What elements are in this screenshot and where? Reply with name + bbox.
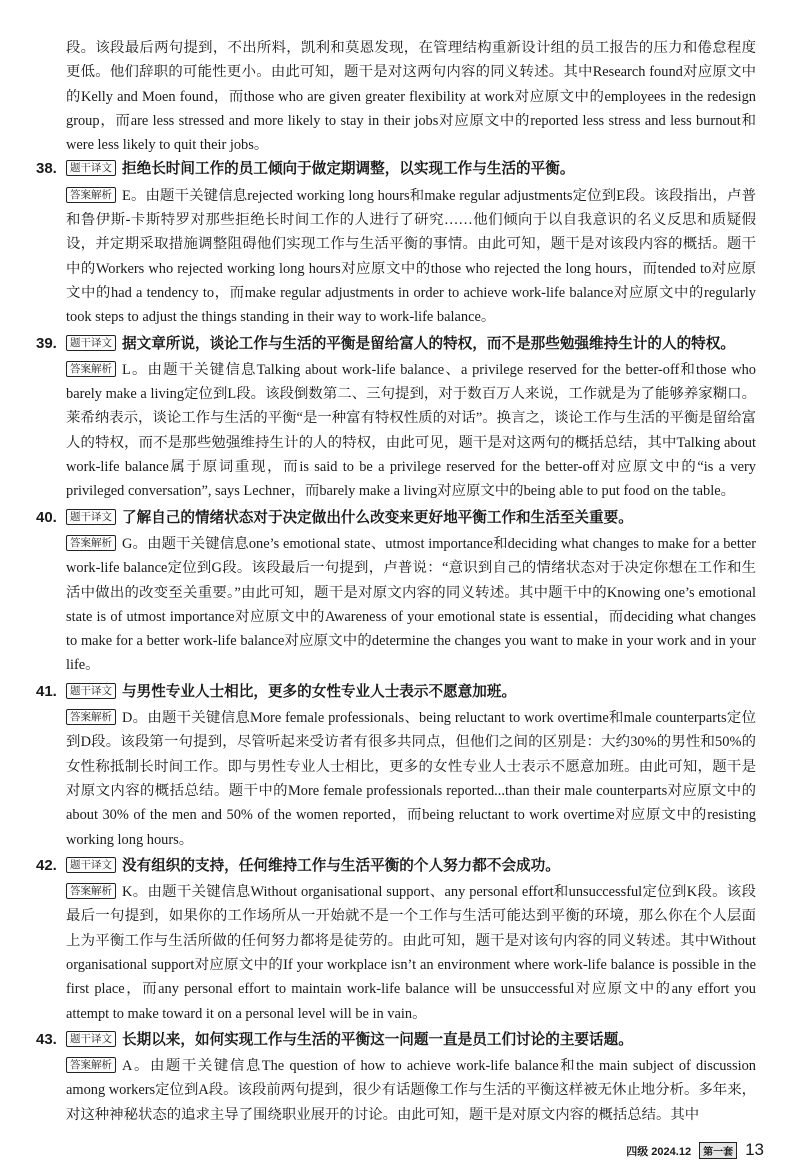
- analysis-text: L。由题干关键信息Talking about work-life balance、a privilege reserved for the better-off和those who barely make a living定位到L段。该段倒数第二、三句提到，对于数百万人来说，工作就是为了能够养家糊口。莱希纳表示，谈论工作与生活的平衡“是一种富有特权性质的对话”。换言之，谈论工作与生活的平衡是留给富人的特权，而不是那些勉强维持生计的人的特权，由此可见，题干是对这两句的概括总结，其中Talking about work-life balance属于原词重现，而is said to be a privilege reserved for the better-off对应原文中的“is a very privileged conversation”, says Lechner，而barely make a living对应原文中的being able to put food on the table。: [66, 361, 756, 500]
- question-item-38: [36, 157, 756, 329]
- translation-text: 没有组织的支持，任何维持工作与生活平衡的个人努力都不会成功。: [122, 857, 560, 874]
- question-translation: [66, 157, 756, 181]
- content: [36, 36, 756, 1129]
- page-footer: [626, 1140, 764, 1160]
- translation-text: 了解自己的情绪状态对于决定做出什么改变来更好地平衡工作和生活至关重要。: [122, 509, 633, 526]
- answer-analysis: [66, 532, 756, 678]
- analysis-tag: 答案解析: [66, 883, 116, 899]
- question-item-39: [36, 332, 756, 504]
- translation-text: 拒绝长时间工作的员工倾向于做定期调整，以实现工作与生活的平衡。: [122, 161, 575, 178]
- question-item-42: [36, 854, 756, 1026]
- question-item-41: [36, 680, 756, 852]
- question-number: 43.: [36, 1030, 57, 1048]
- answer-analysis: [66, 1054, 756, 1127]
- translation-tag: 题干译文: [66, 335, 116, 351]
- translation-tag: 题干译文: [66, 160, 116, 176]
- analysis-tag: 答案解析: [66, 187, 116, 203]
- analysis-text: A。由题干关键信息The question of how to achieve work-life balance和the main subject of discussion among workers定位到A段。该段前两句提到，很少有话题像工作与生活的平衡这样被无休止地分析。多年来，对这种神秘状态的追求主导了围绕职业展开的讨论。由此可知，题干是对原文内容的概括总结。其中: [66, 1058, 756, 1123]
- answer-analysis: [66, 706, 756, 852]
- answer-analysis: [66, 184, 756, 330]
- analysis-tag: 答案解析: [66, 1057, 116, 1073]
- question-item-43: [36, 1028, 756, 1127]
- analysis-text: E。由题干关键信息rejected working long hours和make regular adjustments定位到E段。该段指出，卢普和鲁伊斯-卡斯特罗对那些拒绝长时间工作的人进行了研究……他们倾向于以自我意识的名义反思和质疑假设，并定期采取措施调整阻碍他们实现工作与生活平衡的事情。由此可知，题干是对该段内容的概括。题干中的Workers who rejected working long hours对应原文中的those who rejected the long hours，而tended to对应原文中的had a tendency to，而make regular adjustments in order to achieve work-life balance对应原文中的regularly took steps to adjust the things standing in their way to work-life balance。: [66, 187, 756, 326]
- translation-tag: 题干译文: [66, 683, 116, 699]
- question-translation: [66, 854, 756, 878]
- translation-tag: 题干译文: [66, 857, 116, 873]
- intro-paragraph: 段。该段最后两句提到，不出所料，凯利和莫恩发现，在管理结构重新设计组的员工报告的压力和倦怠程度更低。他们辞职的可能性更小。由此可知，题干是对这两句内容的同义转述。其中Research found对应原文中的Kelly and Moen found，而those who are given greater flexibility at work对应原文中的employees in the redesign group，而are less stressed and more likely to stay in their jobs对应原文中的reported less stress and less burnout和were less likely to quit their jobs。: [66, 40, 756, 154]
- translation-text: 据文章所说，谈论工作与生活的平衡是留给富人的特权，而不是那些勉强维持生计的人的特权。: [122, 335, 735, 352]
- analysis-text: D。由题干关键信息More female professionals、being reluctant to work overtime和male counterparts定位到D段。该段第一句提到，尽管听起来受访者有很多共同点，但他们之间的区别是：大约30%的男性和50%的女性称抵制长时间工作。即与男性专业人士相比，更多的女性专业人士表示不愿意加班。由此可知，题干是对原文内容的概括总结。题干中的More female professionals reported...than their male counterparts对应原文中的about 30% of the men and 50% of the women reported，而being reluctant to work overtime对应原文中的resisting working long hours。: [66, 710, 756, 848]
- question-translation: [66, 1028, 756, 1052]
- question-number: 39.: [36, 334, 57, 352]
- analysis-tag: 答案解析: [66, 709, 116, 725]
- analysis-text: K。由题干关键信息Without organisational support、any personal effort和unsuccessful定位到K段。该段最后一句提到，如果你的工作场所从一开始就不是一个工作与生活可能达到平衡的环境，那么你在个人层面上为平衡工作与生活所做的任何努力都将是徒劳的。由此可知，题干是对该句内容的同义转述。其中Without organisational support对应原文中的If your workplace isn’t an environment where work-life balance is possible in the first place，而any personal effort to maintain work-life balance will be unsuccessful对应原文中的any effort you attempt to make toward it on a personal level will be in vain。: [66, 884, 756, 1022]
- set-badge: 第一套: [699, 1142, 737, 1159]
- question-number: 42.: [36, 856, 57, 874]
- exam-label: 四级 2024.12: [626, 1146, 692, 1158]
- translation-tag: 题干译文: [66, 1031, 116, 1047]
- page-number: 13: [745, 1140, 764, 1159]
- translation-text: 长期以来，如何实现工作与生活的平衡这一问题一直是员工们讨论的主要话题。: [122, 1031, 633, 1048]
- translation-text: 与男性专业人士相比，更多的女性专业人士表示不愿意加班。: [122, 683, 517, 700]
- question-number: 41.: [36, 682, 57, 700]
- analysis-tag: 答案解析: [66, 535, 116, 551]
- question-number: 40.: [36, 508, 57, 526]
- question-translation: [66, 332, 756, 356]
- analysis-tag: 答案解析: [66, 361, 116, 377]
- answer-analysis: [66, 358, 756, 504]
- answer-analysis: [66, 880, 756, 1026]
- question-translation: [66, 506, 756, 530]
- question-number: 38.: [36, 160, 57, 178]
- question-item-40: [36, 506, 756, 678]
- translation-tag: 题干译文: [66, 509, 116, 525]
- question-translation: [66, 680, 756, 704]
- analysis-text: G。由题干关键信息one’s emotional state、utmost importance和deciding what changes to make for a better work-life balance定位到G段。该段最后一句提到，卢普说：“意识到自己的情绪状态对于决定你想在工作和生活中做出的改变至关重要。”由此可知，题干是对原文内容的同义转述。其中题干中的Knowing one’s emotional state is of utmost importance对应原文中的Awareness of your emotional state is essential，而deciding what changes to make for a better work-life balance对应原文中的determine the changes you want to make in your work and in your life。: [66, 535, 756, 674]
